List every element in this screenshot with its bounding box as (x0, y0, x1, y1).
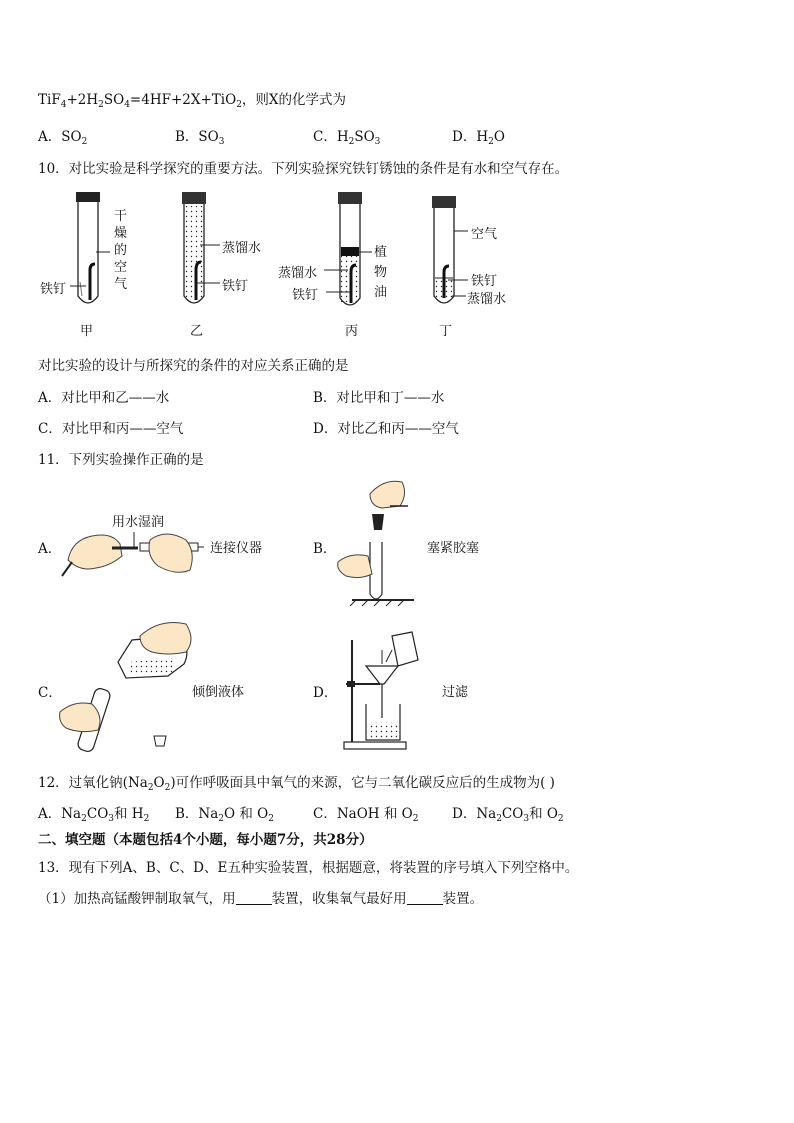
q11-option-b-letter: B． (313, 541, 337, 557)
tube-ding-water-label: 蒸馏水 (467, 292, 507, 307)
q12-option-b: B．$Na_2O$ 和 $O_2$ (175, 806, 274, 824)
q13-blank-1[interactable] (236, 892, 272, 905)
q11-b-right-label: 塞紧胶塞 (427, 541, 480, 556)
tube-yi-name: 乙 (190, 324, 204, 339)
q11-option-a-letter: A． (38, 541, 62, 557)
q11-option-d-letter: D． (313, 685, 338, 701)
q10-option-a: A．对比甲和乙——水 (38, 390, 170, 406)
q9-equation: $TiF_4+2H_2SO_4=4HF+2X+TiO_2$，则X的化学式为 (38, 92, 347, 110)
q13-blank-2[interactable] (407, 892, 443, 905)
q12-stem: 12．过氧化钠$(Na_2O_2)$可作呼吸面具中氧气的来源，它与二氧化碳反应后的生成物为( ) (38, 775, 555, 793)
q11-stem: 11．下列实验操作正确的是 (38, 452, 204, 468)
q9-option-b: B．$SO_3$ (175, 129, 225, 147)
tube-bing-oil-label: 植 物 油 (374, 245, 388, 300)
q10-option-c: C．对比甲和丙——空气 (38, 421, 184, 437)
q12-option-d: D．$Na_2CO_3$和 $O_2$ (452, 806, 564, 824)
q13-sub1: （1）加热高锰酸钾制取氧气，用 装置，收集氧气最好用 装置。 (38, 891, 484, 907)
q12-option-a: A．$Na_2CO_3$和 $H_2$ (38, 806, 150, 824)
q13-stem: 13．现有下列A、B、C、D、E五种实验装置，根据题意，将装置的序号填入下列空格中。 (38, 860, 579, 876)
q10-option-b: B．对比甲和丁——水 (313, 390, 445, 406)
q10-option-d: D．对比乙和丙——空气 (313, 421, 459, 437)
q11-d-right-label: 过滤 (442, 685, 469, 700)
q11-option-c-letter: C． (38, 685, 62, 701)
q11-a-right-label: 连接仪器 (210, 541, 263, 556)
q12-option-c: C．NaOH 和 $O_2$ (313, 806, 419, 824)
tube-jia-name: 甲 (80, 324, 94, 339)
q10-question: 对比实验的设计与所探究的条件的对应关系正确的是 (38, 358, 349, 374)
tube-jia-nail-label: 铁钉 (40, 282, 67, 297)
tube-bing-nail-label: 铁钉 (292, 288, 319, 303)
tube-jia-air-label: 干 燥 的 空 气 (114, 209, 128, 292)
tube-ding-name: 丁 (439, 324, 453, 339)
tube-bing-water-label: 蒸馏水 (278, 266, 318, 281)
tube-bing-name: 丙 (345, 324, 359, 339)
q9-option-c: C．$H_2SO_3$ (313, 129, 381, 147)
section-2-heading: 二、填空题（本题包括4个小题，每小题7分，共28分） (38, 832, 373, 848)
tube-ding-air-label: 空气 (471, 227, 498, 242)
q11-c-right-label: 倾倒液体 (192, 685, 245, 700)
q10-stem: 10．对比实验是科学探究的重要方法。下列实验探究铁钉锈蚀的条件是有水和空气存在。 (38, 161, 569, 177)
tube-yi-nail-label: 铁钉 (222, 279, 249, 294)
q9-option-a: A．$SO_2$ (38, 129, 88, 147)
tube-yi-water-label: 蒸馏水 (222, 241, 262, 256)
q11-a-top-label: 用水湿润 (112, 515, 165, 530)
tube-ding-nail-label: 铁钉 (471, 274, 498, 289)
q9-option-d: D．$H_2O$ (452, 129, 505, 147)
